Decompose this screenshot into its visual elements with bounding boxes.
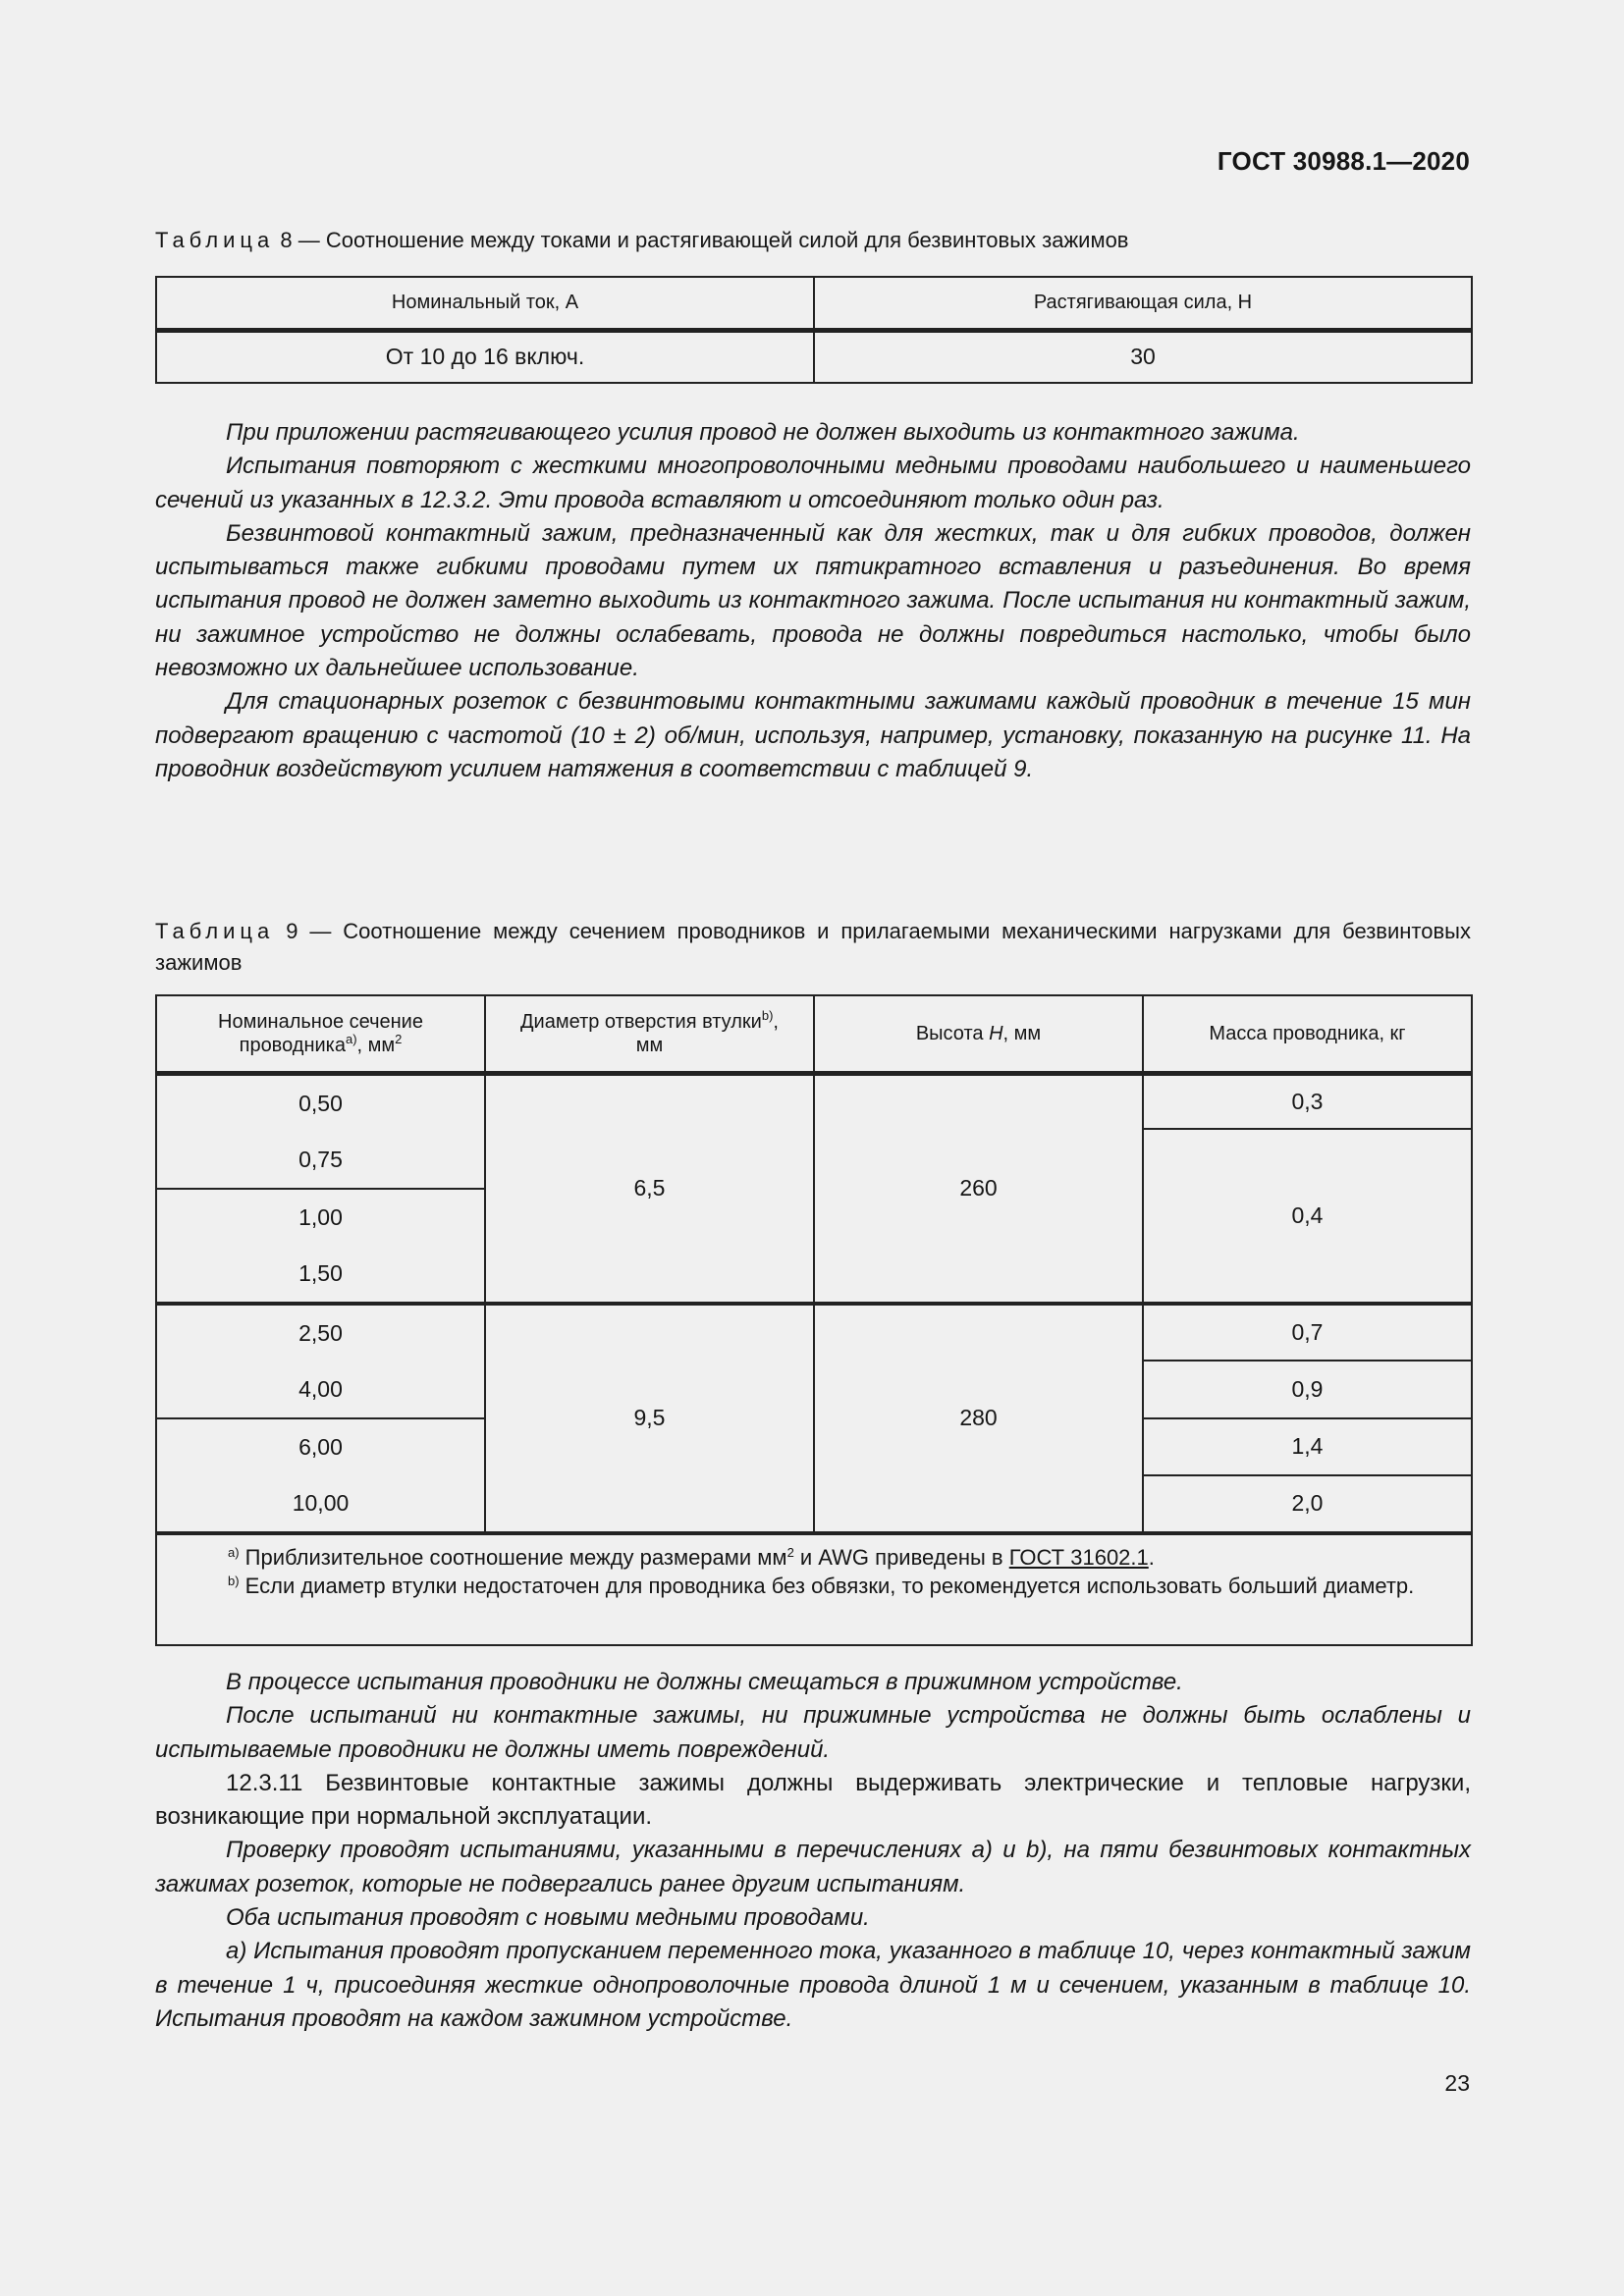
table9-header-row (156, 995, 1472, 1073)
footnote-mark: a) (228, 1544, 240, 1560)
header-text: , (773, 1010, 779, 1033)
table9-cell-mass: 0,9 (1143, 1361, 1472, 1418)
gost-link[interactable]: ГОСТ 31602.1 (1008, 1544, 1149, 1570)
table-row (156, 1304, 1472, 1362)
table-row (156, 1073, 1472, 1129)
table9-caption (155, 916, 1471, 979)
table9-cell-section-pair (156, 1189, 485, 1304)
text-block-1 (155, 416, 1471, 786)
table9-cell-height: 280 (814, 1304, 1143, 1533)
header-text: , мм (1002, 1022, 1042, 1044)
table8-header-row (156, 277, 1472, 330)
superscript: 2 (395, 1031, 403, 1046)
header-text: Номинальное сечение (218, 1010, 423, 1033)
header-variable: Н (989, 1022, 1003, 1044)
table9-cell-section: 0,75 (298, 1146, 343, 1172)
table9-caption-text: 9 — Соотношение между сечением проводников и прилагаемыми механическими нагрузками для безвинтовых зажимов (155, 919, 1471, 975)
footnote-ref-b: b) (761, 1007, 774, 1023)
footnote-text: и AWG приведены в (793, 1544, 1009, 1570)
table8-header-current: Номинальный ток, А (156, 277, 814, 330)
table9-header-section (156, 995, 485, 1073)
footnote-text: Приблизительное соотношение между размерами мм (239, 1544, 787, 1570)
table9-header-height (814, 995, 1143, 1073)
table9-cell-height: 260 (814, 1073, 1143, 1304)
table8-caption (155, 225, 1471, 256)
header-text: Высота (915, 1022, 990, 1044)
footnote-b (171, 1572, 1457, 1600)
text-block-2 (155, 1666, 1471, 2036)
footnote-text: Если диаметр втулки недостаточен для проводника без обвязки, то рекомендуется использовать больший диаметр. (239, 1573, 1415, 1598)
header-text: мм (635, 1034, 664, 1056)
table9-cell-mass: 0,7 (1143, 1304, 1472, 1362)
table9-cell-mass: 1,4 (1143, 1418, 1472, 1476)
header-text: проводника (239, 1034, 346, 1056)
table9-cell-mass: 0,3 (1143, 1073, 1472, 1129)
table9-header-mass: Масса проводника, кг (1143, 995, 1472, 1073)
table9-cell-section: 10,00 (292, 1489, 350, 1516)
table9-cell-mass: 2,0 (1143, 1475, 1472, 1533)
paragraph: Проверку проводят испытаниями, указанными в перечислениях a) и b), на пяти безвинтовых контактных зажимах розеток, которые не подвергались ранее другим испытаниям. (155, 1837, 1471, 1897)
table8-caption-text: 8 — Соотношение между токами и растягивающей силой для безвинтовых зажимов (280, 228, 1129, 252)
table9-header-diameter (485, 995, 814, 1073)
header-text: , мм (356, 1034, 396, 1056)
paragraph: Для стационарных розеток с безвинтовыми контактными зажимами каждый проводник в течение 15 мин подвергают вращению с частотой (10 ± 2) об/мин, используя, например, установку, показанную на рисунке 11. На проводник воздействуют усилием натяжения в соответствии с таблицей 9. (155, 688, 1471, 782)
table8-header-force: Растягивающая сила, Н (814, 277, 1472, 330)
table9-cell-section: 1,00 (298, 1203, 343, 1230)
table9-cell-mass: 0,4 (1143, 1129, 1472, 1304)
paragraph: Безвинтовой контактный зажим, предназначенный как для жестких, так и для гибких проводов, должен испытываться также гибкими проводами путем их пятикратного вставления и разъединения. Во время испытания провод не должен заметно выходить из контактного зажима. После испытания ни контактный зажим, ни зажимное устройство не должны ослабевать, провода не должны повредиться настолько, чтобы было невозможно их дальнейшее использование. (155, 519, 1471, 682)
table9-cell-section: 1,50 (298, 1259, 343, 1286)
footnote-text: . (1148, 1544, 1155, 1570)
superscript: 2 (786, 1544, 794, 1560)
table9-cell-diameter: 9,5 (485, 1304, 814, 1533)
table9-cell-section-pair (156, 1073, 485, 1189)
header-text: Диаметр отверстия втулки (520, 1010, 762, 1033)
table9-caption-label: Таблица (155, 919, 275, 943)
table9 (155, 994, 1473, 1646)
paragraph: При приложении растягивающего усилия провод не должен выходить из контактного зажима. (226, 419, 1300, 446)
table9-cell-section-pair (156, 1304, 485, 1418)
table8-cell-current: От 10 до 16 включ. (156, 330, 814, 383)
table9-cell-section: 2,50 (298, 1319, 343, 1346)
paragraph: Оба испытания проводят с новыми медными проводами. (226, 1904, 870, 1932)
table8-caption-label: Таблица (155, 228, 275, 252)
footnote-a (171, 1543, 1457, 1572)
footnote-mark: b) (228, 1573, 240, 1588)
table9-cell-section: 4,00 (298, 1375, 343, 1402)
table8-cell-force: 30 (814, 330, 1472, 383)
table9-footnotes (156, 1533, 1472, 1645)
paragraph: В процессе испытания проводники не должны смещаться в прижимном устройстве. (226, 1669, 1183, 1695)
paragraph: 12.3.11 Безвинтовые контактные зажимы должны выдерживать электрические и тепловые нагрузки, возникающие при нормальной эксплуатации. (155, 1769, 1471, 1831)
table9-cell-section-pair (156, 1418, 485, 1533)
footnote-ref-a: a) (345, 1031, 357, 1046)
table8 (155, 276, 1473, 384)
table9-cell-diameter: 6,5 (485, 1073, 814, 1304)
paragraph: a) Испытания проводят пропусканием переменного тока, указанного в таблице 10, через контактный зажим в течение 1 ч, присоединяя жесткие однопроволочные провода длиной 1 м и сечением, указанным в таблице 10. Испытания проводят на каждом зажимном устройстве. (155, 1938, 1471, 2032)
document-code: ГОСТ 30988.1—2020 (1217, 146, 1470, 176)
table-row (156, 330, 1472, 383)
paragraph: После испытаний ни контактные зажимы, ни прижимные устройства не должны быть ослаблены и испытываемые проводники не должны иметь повреждений. (155, 1702, 1471, 1763)
page-number: 23 (1444, 2070, 1470, 2096)
table9-cell-section: 0,50 (298, 1090, 343, 1116)
table9-cell-section: 6,00 (298, 1433, 343, 1460)
paragraph: Испытания повторяют с жесткими многопроволочными медными проводами наибольшего и наименьшего сечений из указанных в 12.3.2. Эти провода вставляют и отсоединяют только один раз. (155, 453, 1471, 513)
table9-footnotes-row (156, 1533, 1472, 1645)
